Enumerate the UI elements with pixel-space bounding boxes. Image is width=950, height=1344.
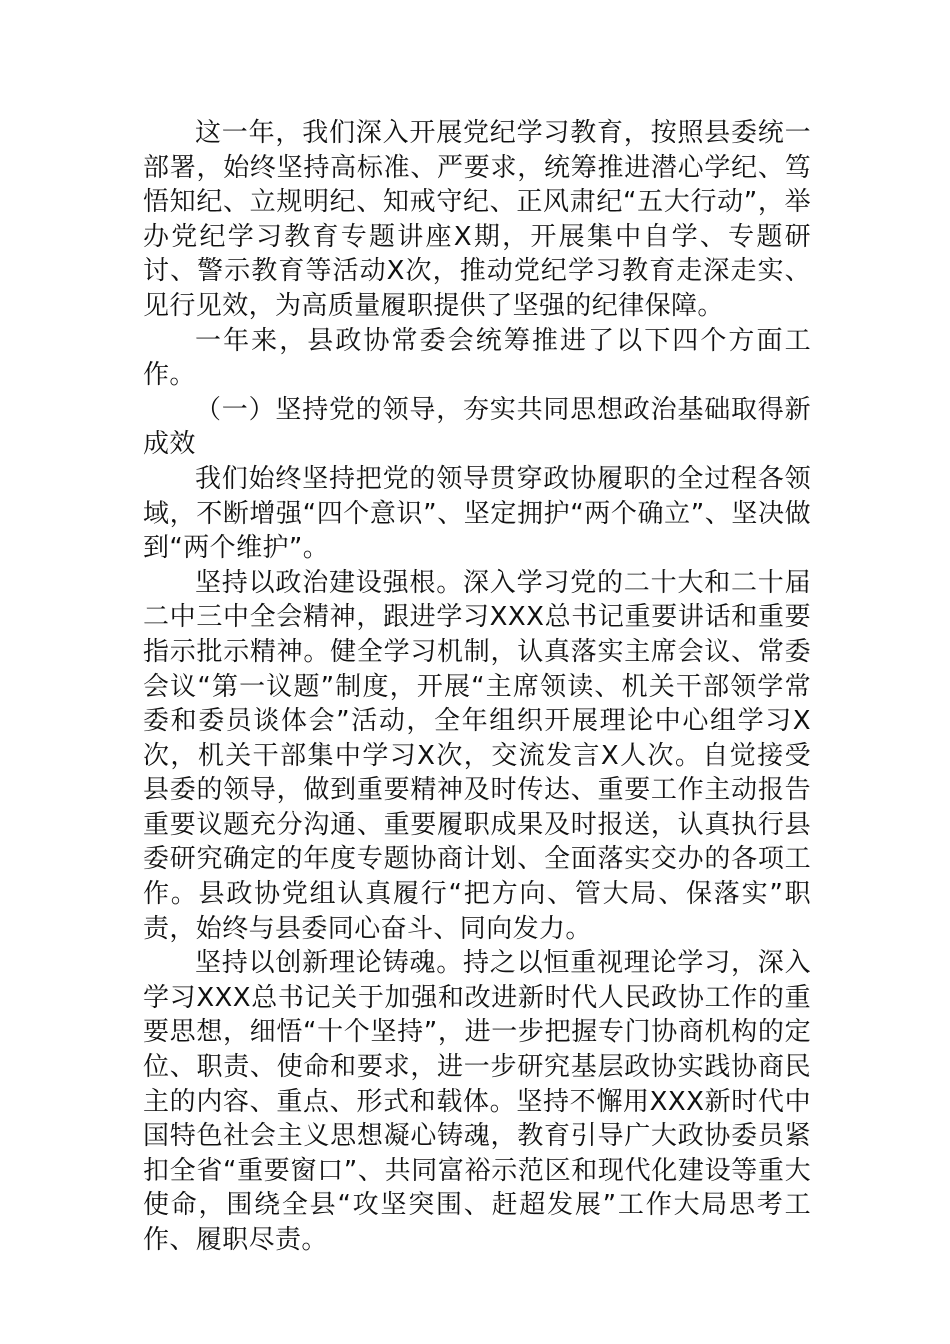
paragraph-innovative-theory: 坚持以创新理论铸魂。持之以恒重视理论学习，深入学习XXX总书记关于加强和改进新时代人民政协工作的重要思想，细悟“十个坚持”，进一步把握专门协商机构的定位、职责、使命和要求，进一步研究基层政协实践协商民主的内容、重点、形式和载体。坚持不懈用XXX新时代中国特色社会主义思想凝心铸魂，教育引导广大政协委员紧扣全省“重要窗口”、共同富裕示范区和现代化建设等重大使命，围绕全县“攻坚突围、赶超发展”工作大局思考工作、履职尽责。 — [143, 948, 811, 1255]
paragraph-party-leadership: 我们始终坚持把党的领导贯穿政协履职的全过程各领域，不断增强“四个意识”、坚定拥护“两个确立”、坚决做到“两个维护”。 — [143, 463, 811, 564]
document-body — [143, 116, 811, 1258]
paragraph-four-aspects-intro: 一年来，县政协常委会统筹推进了以下四个方面工作。 — [143, 325, 811, 391]
section-heading-1: （一）坚持党的领导，夯实共同思想政治基础取得新成效 — [143, 394, 811, 460]
paragraph-discipline-education: 这一年，我们深入开展党纪学习教育，按照县委统一部署，始终坚持高标准、严要求，统筹推进潜心学纪、笃悟知纪、立规明纪、知戒守纪、正风肃纪“五大行动”，举办党纪学习教育专题讲座X期，开展集中自学、专题研讨、警示教育等活动X次，推动党纪学习教育走深走实、见行见效，为高质量履职提供了坚强的纪律保障。 — [143, 118, 811, 321]
paragraph-political-construction: 坚持以政治建设强根。深入学习党的二十大和二十届二中三中全会精神，跟进学习XXX总书记重要讲话和重要指示批示精神。健全学习机制，认真落实主席会议、常委会议“第一议题”制度，开展“主席领读、机关干部领学常委和委员谈体会”活动，全年组织开展理论中心组学习X次，机关干部集中学习X次，交流发言X人次。自觉接受县委的领导，做到重要精神及时传达、重要工作主动报告重要议题充分沟通、重要履职成果及时报送，认真执行县委研究确定的年度专题协商计划、全面落实交办的各项工作。县政协党组认真履行“把方向、管大局、保落实”职责，始终与县委同心奋斗、同向发力。 — [143, 567, 811, 944]
